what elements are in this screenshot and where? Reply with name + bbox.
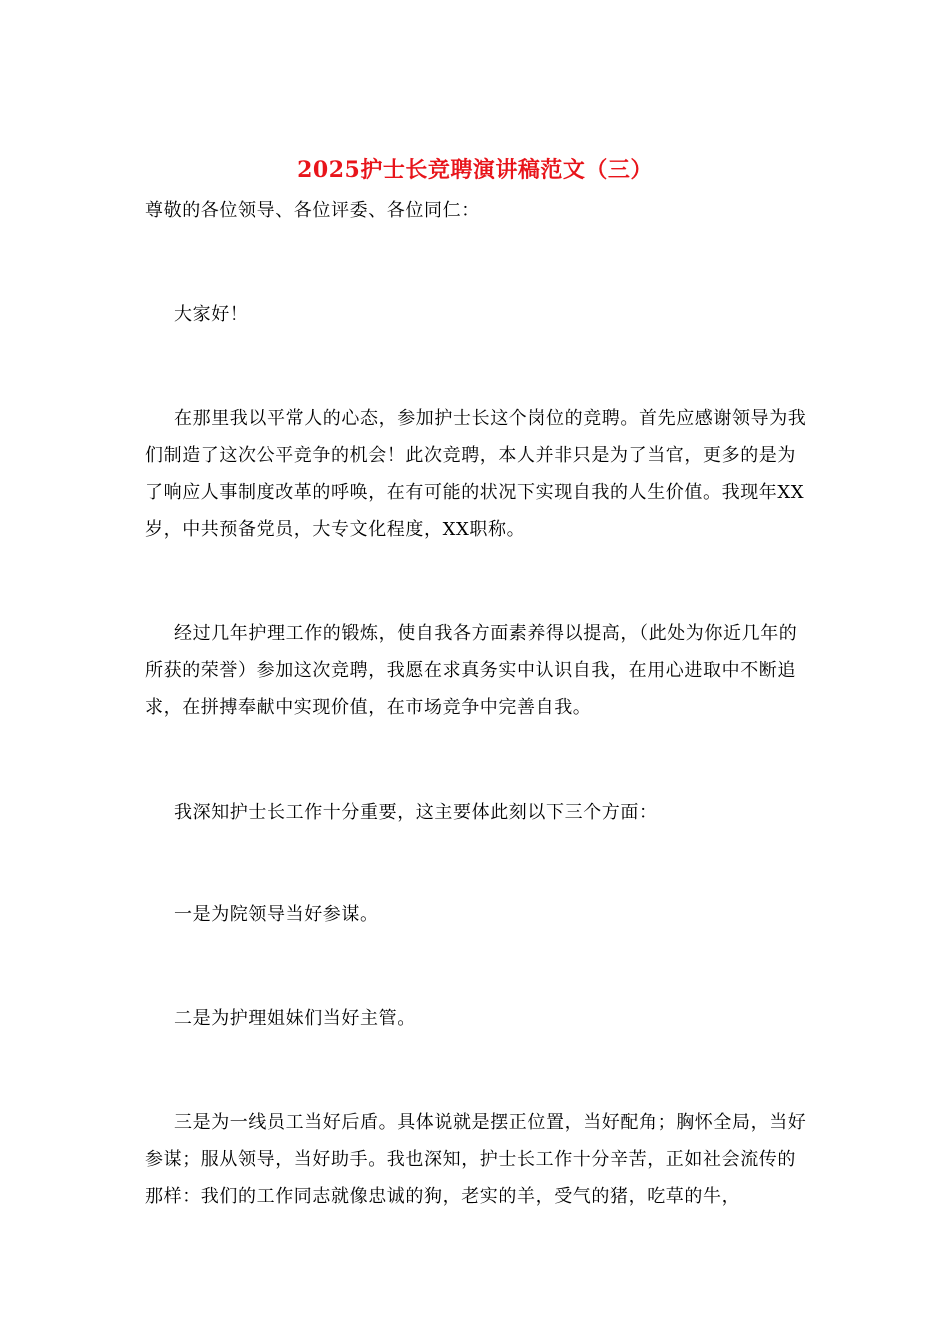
paragraph-1: 大家好！ xyxy=(174,304,249,325)
paragraph-5: 一是为院领导当好参谋。 xyxy=(174,904,379,925)
greeting-line: 尊敬的各位领导、各位评委、各位同仁： xyxy=(145,200,480,221)
paragraph-3: 经过几年护理工作的锻炼，使自我各方面素养得以提高，（此处为你近几年的所获的荣誉）参加这次竞聘，我愿在求真务实中认识自我，在用心进取中不断追求，在拼搏奉献中实现价值，在市场竞争中完善自我。 xyxy=(145,623,798,718)
paragraph-4: 我深知护士长工作十分重要，这主要体此刻以下三个方面： xyxy=(174,802,658,823)
paragraph-6: 二是为护理姐妹们当好主管。 xyxy=(174,1008,416,1029)
document-title: 2025护士长竞聘演讲稿范文（三） xyxy=(297,157,653,183)
paragraph-7: 三是为一线员工当好后盾。具体说就是摆正位置，当好配角；胸怀全局，当好参谋；服从领导，当好助手。我也深知，护士长工作十分辛苦，正如社会流传的那样：我们的工作同志就像忠诚的狗，老实的羊，受气的猪，吃草的牛， xyxy=(145,1112,807,1207)
paragraph-2: 在那里我以平常人的心态，参加护士长这个岗位的竞聘。首先应感谢领导为我们制造了这次公平竞争的机会！此次竞聘，本人并非只是为了当官，更多的是为了响应人事制度改革的呼唤，在有可能的状况下实现自我的人生价值。我现年XX岁，中共预备党员，大专文化程度，XX职称。 xyxy=(145,408,807,540)
